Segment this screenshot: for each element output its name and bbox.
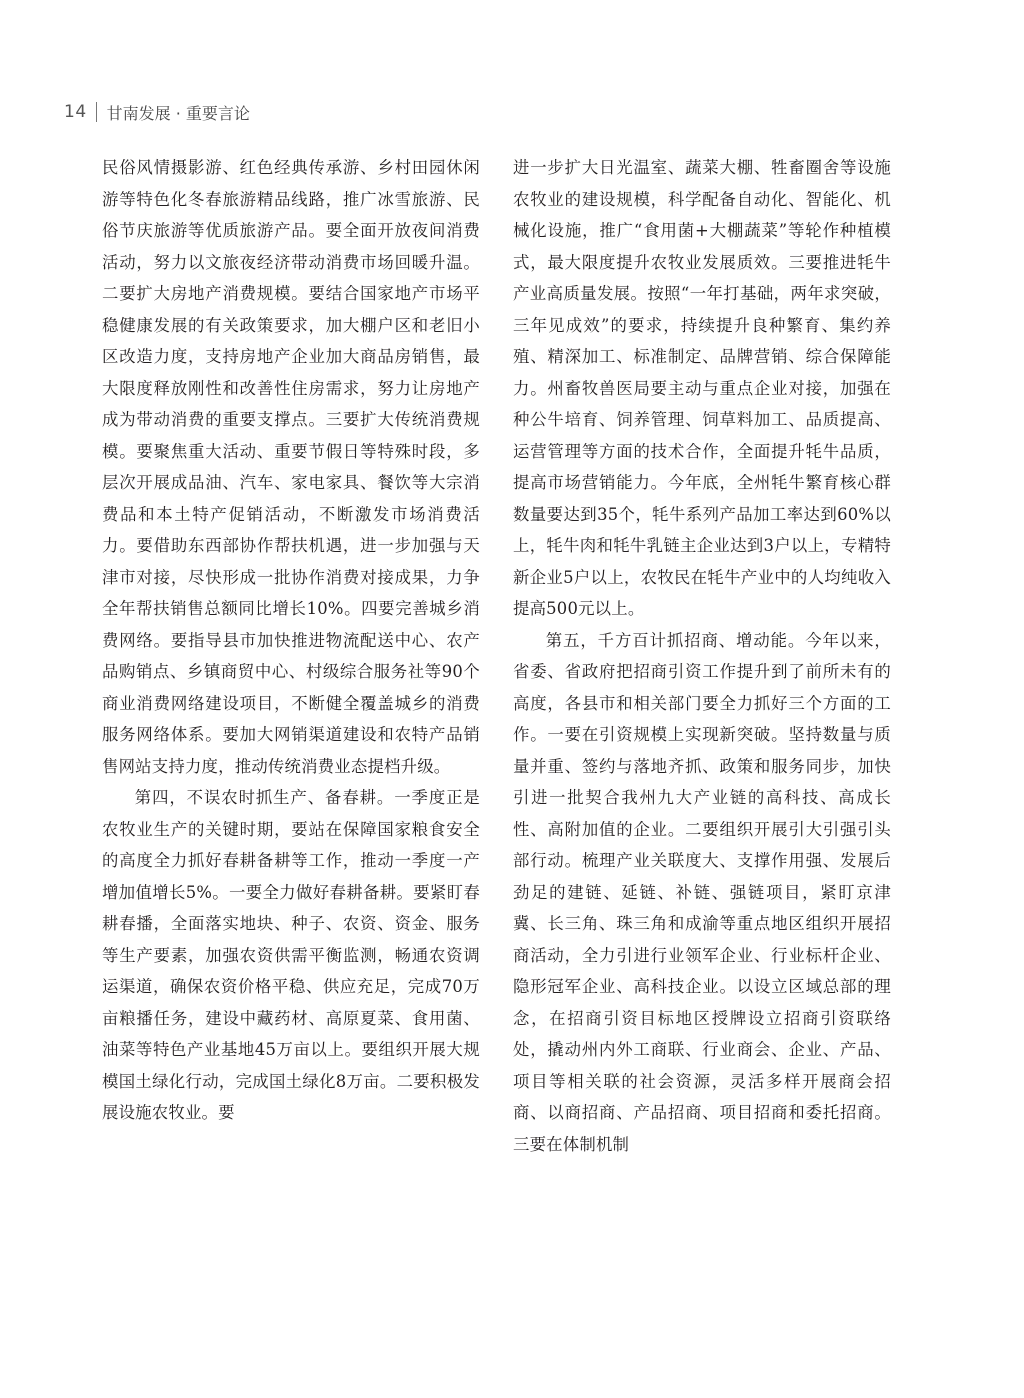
header-divider [96, 102, 97, 122]
running-header [64, 97, 250, 127]
left-column [102, 152, 480, 1129]
paragraph: 进一步扩大日光温室、蔬菜大棚、牲畜圈舍等设施农牧业的建设规模，科学配备自动化、智能化、机械化设施，推广“食用菌+大棚蔬菜”等轮作种植模式，最大限度提升农牧业发展质效。三要推进牦牛产业高质量发展。按照“一年打基础，两年求突破，三年见成效”的要求，持续提升良种繁育、集约养殖、精深加工、标准制定、品牌营销、综合保障能力。州畜牧兽医局要主动与重点企业对接，加强在种公牛培育、饲养管理、饲草料加工、品质提高、运营管理等方面的技术合作，全面提升牦牛品质，提高市场营销能力。今年底，全州牦牛繁育核心群数量要达到35个，牦牛系列产品加工率达到60%以上，牦牛肉和牦牛乳链主企业达到3户以上，专精特新企业5户以上，农牧民在牦牛产业中的人均纯收入提高500元以上。 [513, 158, 891, 618]
paragraph: 第五，千方百计抓招商、增动能。今年以来，省委、省政府把招商引资工作提升到了前所未有的高度，各县市和相关部门要全力抓好三个方面的工作。一要在引资规模上实现新突破。坚持数量与质量并重、签约与落地齐抓、政策和服务同步，加快引进一批契合我州九大产业链的高科技、高成长性、高附加值的企业。二要组织开展引大引强引头部行动。梳理产业关联度大、支撑作用强、发展后劲足的建链、延链、补链、强链项目，紧盯京津冀、长三角、珠三角和成渝等重点地区组织开展招商活动，全力引进行业领军企业、行业标杆企业、隐形冠军企业、高科技企业。以设立区域总部的理念，在招商引资目标地区授牌设立招商引资联络处，撬动州内外工商联、行业商会、企业、产品、项目等相关联的社会资源，灵活多样开展商会招商、以商招商、产品招商、项目招商和委托招商。三要在体制机制 [513, 630, 891, 1154]
section-title: 甘南发展 · 重要言论 [106, 103, 250, 123]
right-column [513, 152, 891, 1160]
paragraph: 民俗风情摄影游、红色经典传承游、乡村田园休闲游等特色化冬春旅游精品线路，推广冰雪旅游、民俗节庆旅游等优质旅游产品。要全面开放夜间消费活动，努力以文旅夜经济带动消费市场回暖升温。二要扩大房地产消费规模。要结合国家地产市场平稳健康发展的有关政策要求，加大棚户区和老旧小区改造力度，支持房地产企业加大商品房销售，最大限度释放刚性和改善性住房需求，努力让房地产成为带动消费的重要支撑点。三要扩大传统消费规模。要聚焦重大活动、重要节假日等特殊时段，多层次开展成品油、汽车、家电家具、餐饮等大宗消费品和本土特产促销活动，不断激发市场消费活力。要借助东西部协作帮扶机遇，进一步加强与天津市对接，尽快形成一批协作消费对接成果，力争全年帮扶销售总额同比增长10%。四要完善城乡消费网络。要指导县市加快推进物流配送中心、农产品购销点、乡镇商贸中心、村级综合服务社等90个商业消费网络建设项目，不断健全覆盖城乡的消费服务网络体系。要加大网销渠道建设和农特产品销售网站支持力度，推动传统消费业态提档升级。 [102, 158, 480, 776]
paragraph: 第四，不误农时抓生产、备春耕。一季度正是农牧业生产的关键时期，要站在保障国家粮食安全的高度全力抓好春耕备耕等工作，推动一季度一产增加值增长5%。一要全力做好春耕备耕。要紧盯春耕春播，全面落实地块、种子、农资、资金、服务等生产要素，加强农资供需平衡监测，畅通农资调运渠道，确保农资价格平稳、供应充足，完成70万亩粮播任务，建设中藏药材、高原夏菜、食用菌、油菜等特色产业基地45万亩以上。要组织开展大规模国土绿化行动，完成国土绿化8万亩。二要积极发展设施农牧业。要 [102, 788, 480, 1122]
page-number: 14 [64, 102, 87, 122]
